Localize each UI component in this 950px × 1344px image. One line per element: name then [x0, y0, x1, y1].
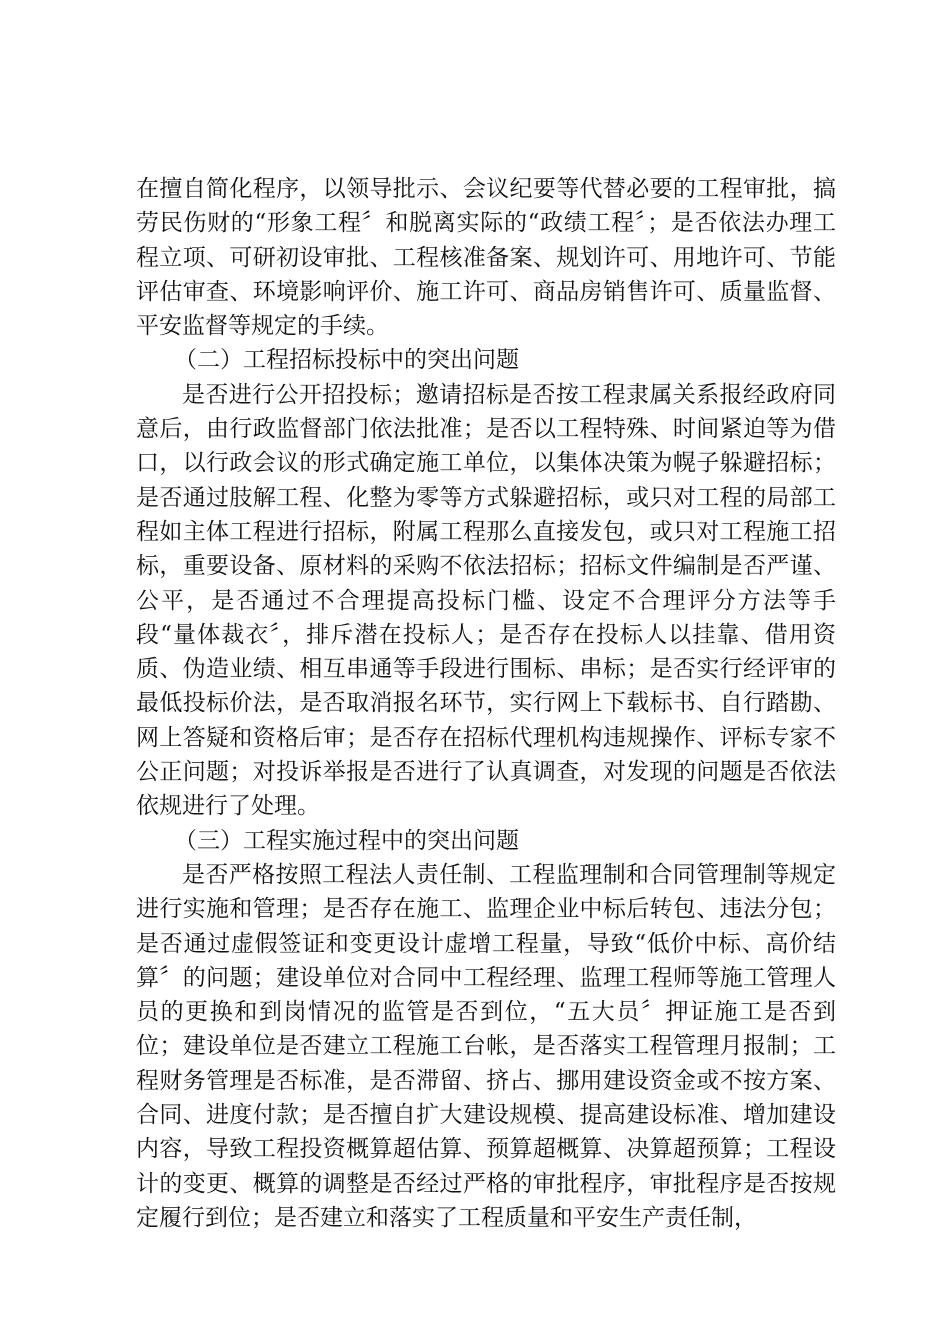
paragraph-implementation-issues: 是否严格按照工程法人责任制、工程监理制和合同管理制等规定进行实施和管理；是否存在施工、监理企业中标后转包、违法分包；是否通过虚假签证和变更设计虚增工程量，导致“低价中标、高价结算〞的问题；建设单位对合同中工程经理、监理工程师等施工管理人员的更换和到岗情况的监管是否到位，“五大员〞押证施工是否到位；建设单位是否建立工程施工台帐，是否落实工程管理月报制；工程财务管理是否标准，是否滞留、挤占、挪用建设资金或不按方案、合同、进度付款；是否擅自扩大建设规模、提高建设标准、增加建设内容，导致工程投资概算超估算、预算超概算、决算超预算；工程设计的变更、概算的调整是否经过严格的审批程序，审批程序是否按规定履行到位；是否建立和落实了工程质量和平安生产责任制，: [136, 861, 836, 1231]
section-heading-bidding: （二）工程招标投标中的突出问题: [174, 347, 519, 374]
paragraph-bidding-issues: 是否进行公开招投标；邀请招标是否按工程隶属关系报经政府同意后，由行政监督部门依法批准；是否以工程特殊、时间紧迫等为借口，以行政会议的形式确定施工单位，以集体决策为幌子躲避招标；是否通过肢解工程、化整为零等方式躲避招标，或只对工程的局部工程如主体工程进行招标，附属工程那么直接发包，或只对工程施工招标，重要设备、原材料的采购不依法招标；招标文件编制是否严谨、公平，是否通过不合理提高投标门槛、设定不合理评分方法等手段“量体裁衣〞，排斥潜在投标人；是否存在投标人以挂靠、借用资质、伪造业绩、相互串通等手段进行围标、串标；是否实行经评审的最低投标价法，是否取消报名环节，实行网上下载标书、自行踏勘、网上答疑和资格后审；是否存在招标代理机构违规操作、评标专家不公正问题；对投诉举报是否进行了认真调查，对发现的问题是否依法依规进行了处理。: [136, 381, 836, 820]
paragraph-continuation: 在擅自简化程序，以领导批示、会议纪要等代替必要的工程审批，搞劳民伤财的“形象工程〞和脱离实际的“政绩工程〞；是否依法办理工程立项、可研初设审批、工程核准备案、规划许可、用地许可、节能评估审查、环境影响评价、施工许可、商品房销售许可、质量监督、平安监督等规定的手续。: [136, 176, 836, 340]
document-body: [136, 172, 836, 1235]
section-heading-implementation: （三）工程实施过程中的突出问题: [174, 827, 519, 854]
